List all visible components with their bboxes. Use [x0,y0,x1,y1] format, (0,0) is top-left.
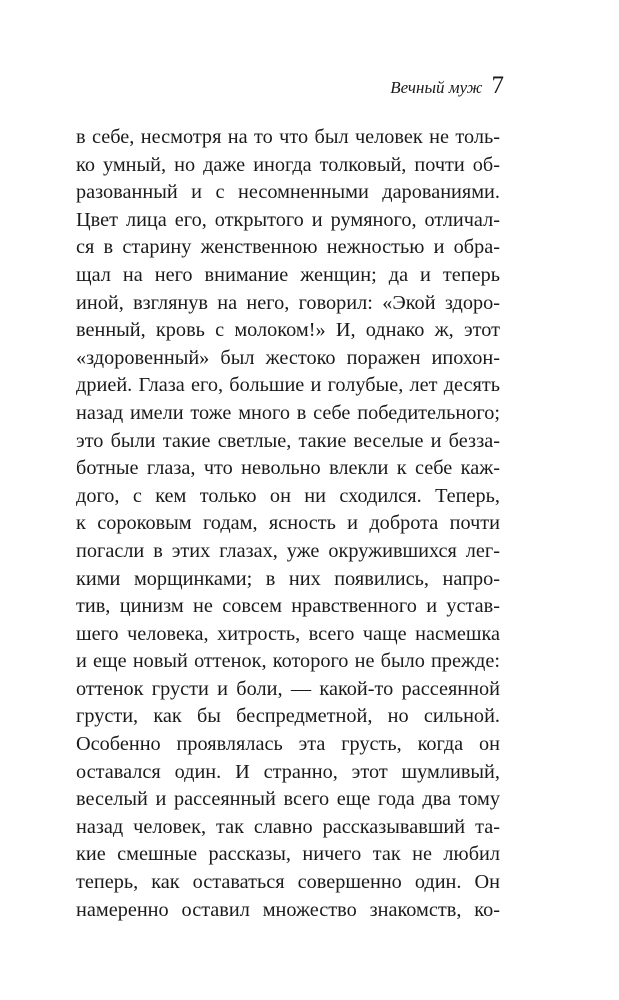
text-line: это были такие светлые, такие веселые и безза- [76,429,500,452]
text-line: к сороковым годам, ясность и доброта почти [76,512,500,535]
text-line: ботные глаза, что невольно влекли к себе каж- [76,457,500,480]
text-line: шего человека, хитрость, всего чаще насмешка [76,622,500,645]
text-line: Особенно проявлялась эта грусть, когда он [76,733,500,756]
text-line: кие смешные рассказы, ничего так не любил [76,843,500,866]
text-line: ся в старину женственною нежностью и обра- [76,236,500,259]
text-line: тив, цинизм не совсем нравственного и устав- [76,595,500,618]
text-line: оттенок грусти и боли, — какой-то рассеянной [76,677,500,700]
text-line: ко умный, но даже иногда толковый, почти об- [76,153,500,176]
text-line: погасли в этих глазах, уже окружившихся лег- [76,539,500,562]
text-line: венный, кровь с молоком!» И, однако ж, этот [76,319,500,342]
text-line: намеренно оставил множество знакомств, ко- [76,898,500,921]
text-line: веселый и рассеянный всего еще года два тому [76,788,500,811]
body-text [76,124,500,924]
text-line: иной, взглянув на него, говорил: «Экой здоро- [76,291,500,314]
text-line: грусти, как бы беспредметной, но сильной. [76,705,500,728]
text-line: разованный и с несомненными дарованиями. [76,181,500,204]
page-number: 7 [491,72,504,99]
text-line: кими морщинками; в них появились, напро- [76,567,500,590]
text-line: в себе, несмотря на то что был человек не толь- [76,126,500,148]
text-line: назад имели тоже много в себе победительного; [76,401,500,424]
text-line: дого, с кем только он ни сходился. Теперь, [76,484,500,507]
text-line: Цвет лица его, открытого и румяного, отличал- [76,208,500,231]
text-line: «здоровенный» был жестоко поражен ипохон- [76,346,500,369]
text-line: назад человек, так славно рассказывавший та- [76,815,500,838]
text-line: и еще новый оттенок, которого не было прежде: [76,650,500,673]
running-title: Вечный муж [390,78,483,97]
text-line: дрией. Глаза его, большие и голубые, лет десять [76,374,500,397]
text-line: теперь, как оставаться совершенно один. Он [76,871,500,894]
text-line: щал на него внимание женщин; да и теперь [76,263,500,286]
running-head [390,72,504,100]
text-line: оставался один. И странно, этот шумливый, [76,760,500,783]
